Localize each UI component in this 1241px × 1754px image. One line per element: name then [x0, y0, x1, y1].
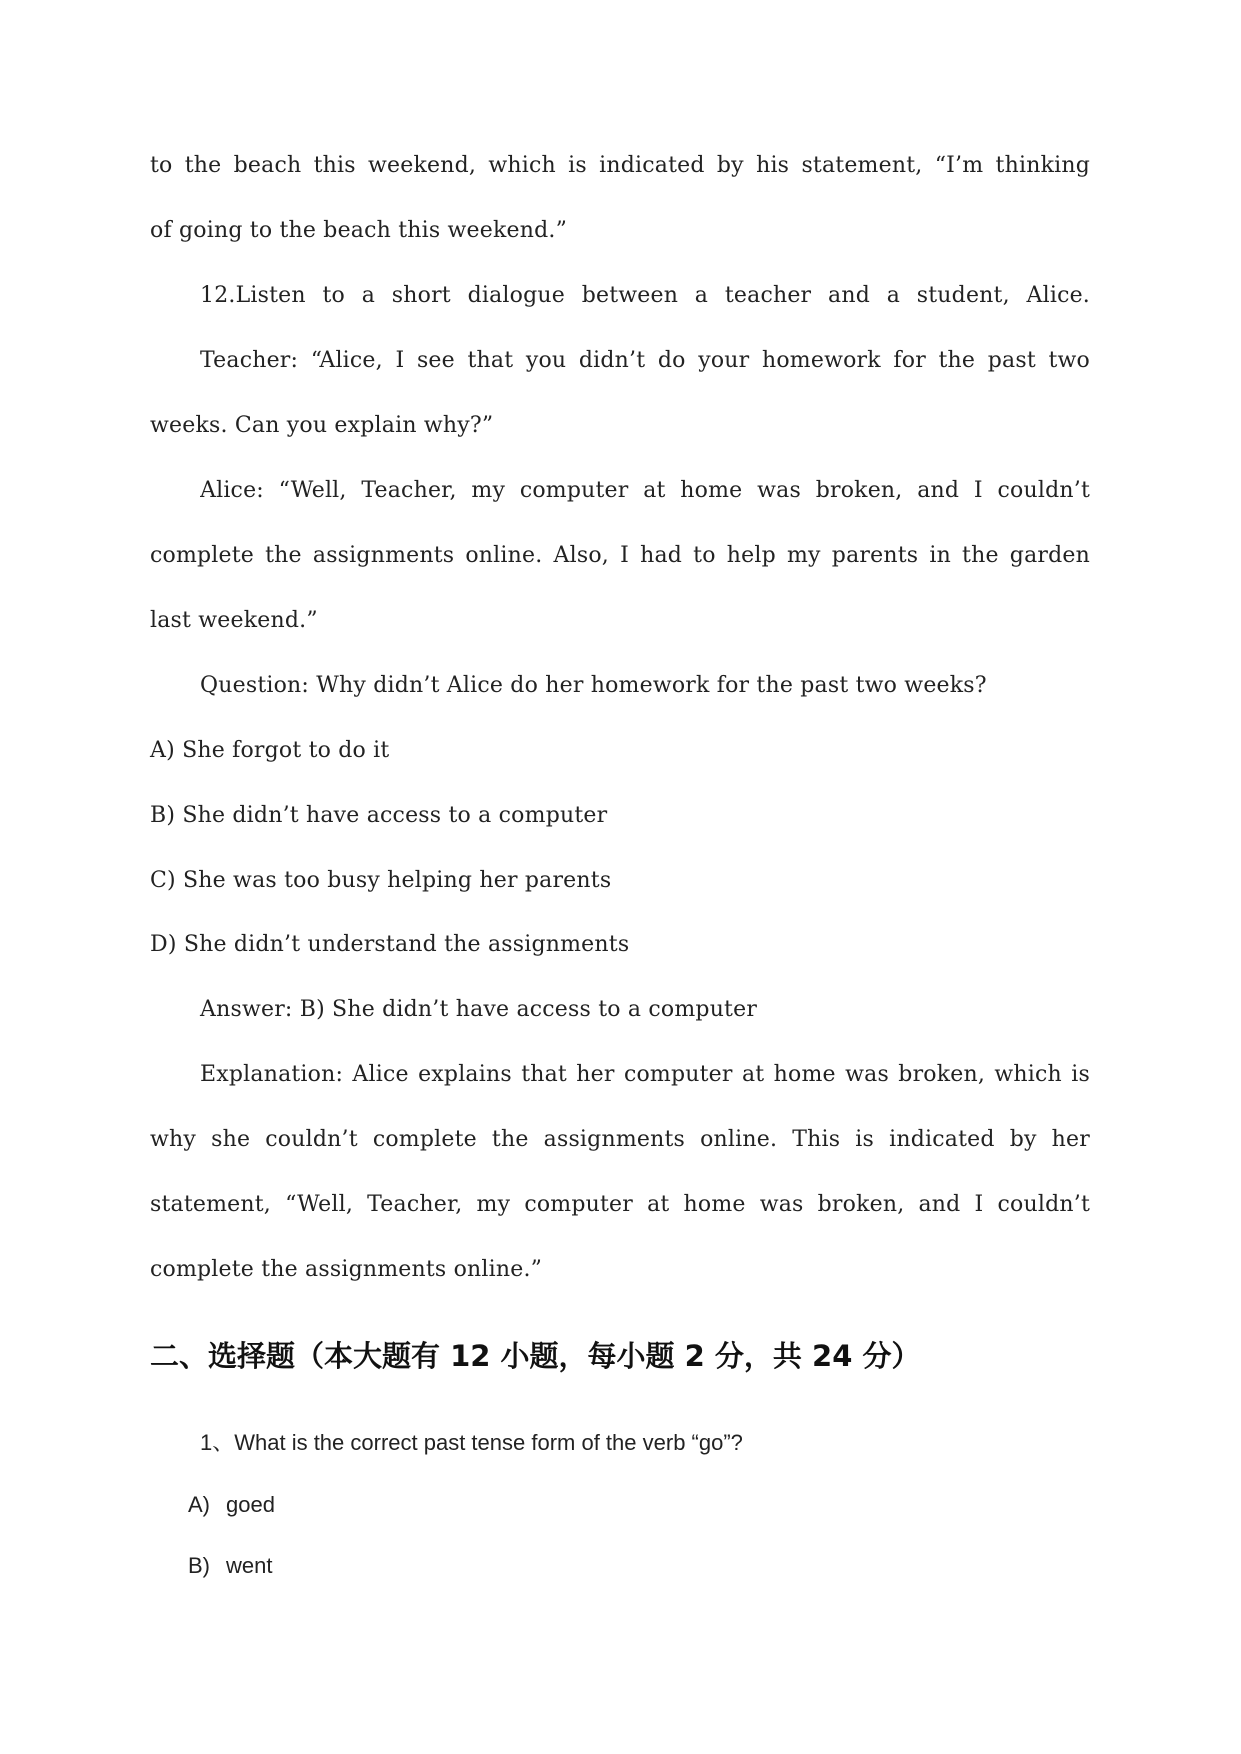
explanation-line-1: Explanation: Alice explains that her computer at home was broken, which is: [200, 1062, 1090, 1087]
alice-line-2: complete the assignments online. Also, I had to help my parents in the garden: [150, 543, 1090, 568]
option-a: A) She forgot to do it: [150, 738, 390, 763]
section-2-heading: 二、选择题（本大题有 12 小题，每小题 2 分，共 24 分）: [150, 1339, 921, 1373]
explanation-line-4: complete the assignments online.”: [150, 1257, 543, 1282]
teacher-line-1: Teacher: “Alice, I see that you didn’t do your homework for the past two: [200, 348, 1090, 373]
option-d: D) She didn’t understand the assignments: [150, 932, 630, 957]
option-letter: B): [188, 1553, 210, 1578]
option-letter: A): [188, 1492, 210, 1517]
option-b: B) She didn’t have access to a computer: [150, 803, 608, 828]
previous-explanation-line-1: to the beach this weekend, which is indicated by his statement, “I’m thinking: [150, 153, 1090, 178]
explanation-line-2: why she couldn’t complete the assignments online. This is indicated by her: [150, 1127, 1090, 1152]
option-text: went: [226, 1553, 273, 1578]
teacher-line-2: weeks. Can you explain why?”: [150, 413, 494, 438]
section-2-question-1: 1、What is the correct past tense form of the verb “go”?: [200, 1430, 743, 1455]
previous-explanation-line-2: of going to the beach this weekend.”: [150, 218, 568, 243]
section-2-q1-option-b: [188, 1551, 272, 1581]
option-text: goed: [226, 1492, 275, 1517]
alice-line-1: Alice: “Well, Teacher, my computer at home was broken, and I couldn’t: [200, 478, 1090, 503]
question-12-question: Question: Why didn’t Alice do her homework for the past two weeks?: [200, 673, 987, 698]
alice-line-3: last weekend.”: [150, 608, 318, 633]
question-12-answer: Answer: B) She didn’t have access to a computer: [200, 997, 758, 1022]
section-2-q1-option-a: [188, 1490, 275, 1520]
explanation-line-3: statement, “Well, Teacher, my computer at home was broken, and I couldn’t: [150, 1192, 1090, 1217]
option-c: C) She was too busy helping her parents: [150, 868, 612, 893]
question-12-intro: 12.Listen to a short dialogue between a teacher and a student, Alice.: [200, 283, 1090, 308]
